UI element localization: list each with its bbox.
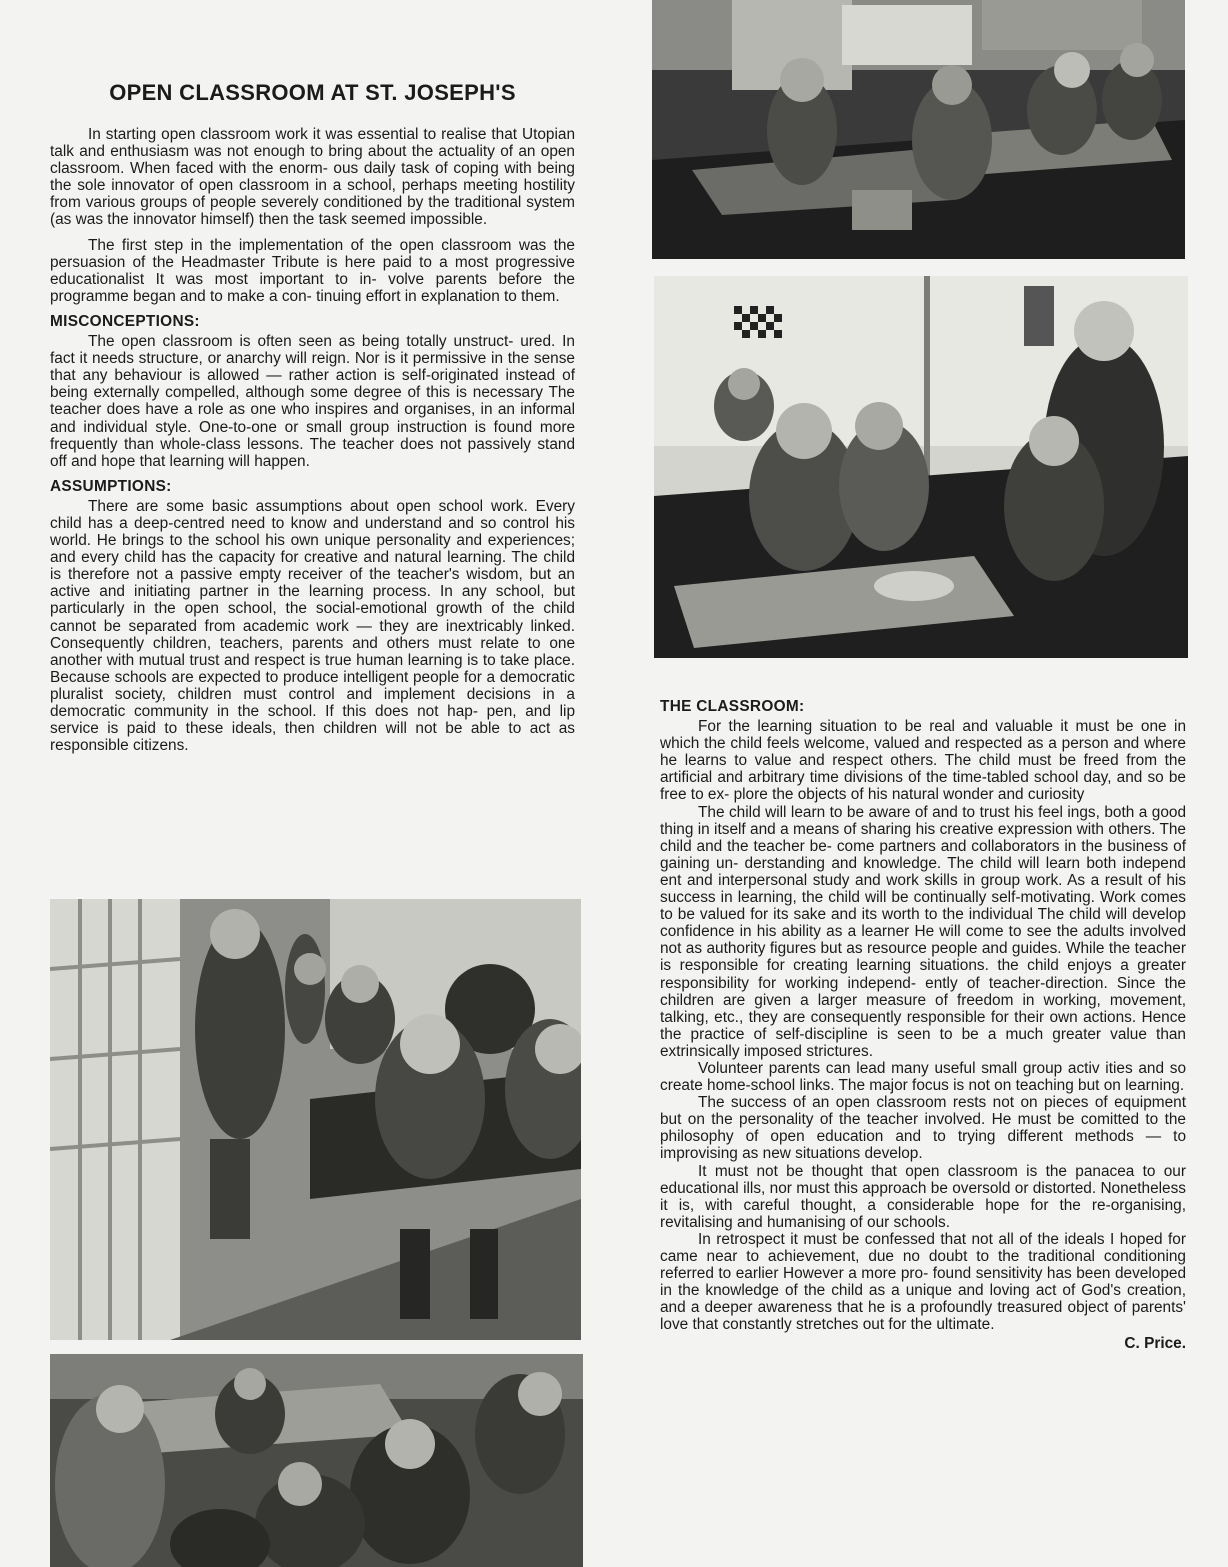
classroom-paragraph-6: In retrospect it must be confessed that not all of the ideals I hoped for came near to achievement, due no doubt to the traditional conditioning referred to earlier However a more pro- found sensitivity has been developed in the knowledge of the child as a unique and loving act of God's creation, and a deeper awareness that he is a profoundly treasured object of parents' love that constantly stretches out for the ultimate. (660, 1230, 1186, 1334)
page-title: OPEN CLASSROOM AT ST. JOSEPH'S (109, 80, 516, 105)
group-floor-photo (50, 1354, 583, 1567)
classroom-paragraph-5: It must not be thought that open classroom is the panacea to our educational ills, nor must this approach be oversold or distorted. Nonetheless it is, with careful thought, a considerable hope for the re-organising, revitalising and humanising of our schools. (660, 1162, 1186, 1231)
left-column (50, 126, 575, 754)
classroom-heading: THE CLASSROOM: (660, 698, 805, 715)
classroom-paragraph-3: Volunteer parents can lead many useful small group activ ities and so create home-school links. The major focus is not on teaching but on learning. (660, 1059, 1186, 1095)
boys-writing-photo (50, 899, 581, 1340)
intro-paragraph-2: The first step in the implementation of the open classroom was the persuasion of the Headmaster Tribute is here paid to a most progressive educationalist It was most important to in- volve parents before the programme began and to make a con- tinuing effort in explanation to them. (50, 236, 575, 305)
right-column (660, 690, 1186, 1353)
classroom-paragraph-1: For the learning situation to be real and valuable it must be one in which the child feels welcome, valued and respected as a person and where he learns to value and respect others. The child must be freed from the artificial and arbitrary time divisions of the time-tabled school day, and so be free to ex- plore the objects of his natural wonder and curiosity (660, 718, 1186, 804)
teacher-with-boys-photo (654, 276, 1188, 658)
misconceptions-heading: MISCONCEPTIONS: (50, 312, 200, 330)
classroom-desks-photo (652, 0, 1185, 259)
intro-paragraph-1: In starting open classroom work it was essential to realise that Utopian talk and enthusiasm was not enough to bring about the actuality of an open classroom. When faced with the enorm- ous daily task of coping with being the sole innovator of open classroom in a school, perhaps meeting hostility from various groups of people severely conditioned by the traditional system (as was the innovator himself) then the task seemed impossible. (50, 126, 575, 229)
classroom-paragraph-4: The success of an open classroom rests not on pieces of equipment but on the personality of the teacher involved. He must be comitted to the philosophy of open education and to trying different methods — to improvising as new situations develop. (660, 1094, 1186, 1163)
author-signature: C. Price. (1124, 1335, 1186, 1353)
assumptions-heading: ASSUMPTIONS: (50, 477, 172, 495)
classroom-paragraph-2: The child will learn to be aware of and to trust his feel ings, both a good thing in itself and a means of sharing his creative expression with others. The child and the teacher be- come partners and collaborators in the business of gaining un- derstanding and knowledge. The child will learn both independ ent and interpersonal study and work skills in group work. As a result of his success in learning, the child will be continually self-motivating. Work comes to be valued for its sake and its worth to the individual The child will develop confidence in his ability as a learner He will come to see the adults involved not as authority figures but as resource people and guides. While the teacher is responsible for creating learning situations. the child enjoys a greater responsibility for working independ- ently of teacher-direction. Since the children are given a larger measure of freedom in working, movement, talking, etc., they are consequently responsible for their own actions. Hence the practice of self-discipline is seen to be a much greater value than extrinsically imposed strictures. (660, 803, 1186, 1060)
assumptions-paragraph: There are some basic assumptions about open school work. Every child has a deep-centred need to know and understand and so control his world. He brings to the school his own unique personality and experiences; and every child has the capacity for creative and natural learning. The child is therefore not a passive empty receiver of the teacher's wisdom, but an active and initiating partner in the learning process. In any school, but particularly in the open school, the social-emotional growth of the child cannot be separated from academic work — they are inextricably linked. Consequently children, teachers, parents and others must relate to one another with mutual trust and respect is true human learning is to take place. Because schools are expected to produce intelligent people for a democratic pluralist society, children must control and implement decisions in a democratic community in the school. If this does not hap- pen, and lip service is paid to these ideals, then children will not be able to act as responsible citizens. (50, 497, 575, 755)
misconceptions-paragraph: The open classroom is often seen as being totally unstruct- ured. In fact it needs structure, or anarchy will reign. Nor is it permissive in the sense that any behaviour is allowed — rather action is self-originated instead of being externally compelled, although some degree of this is necessary The teacher does have a role as one who inspires and organises, in an informal and individual style. One-to-one or small group instruction is found more frequently than whole-class lessons. The teacher does not passively stand off and hope that learning will happen. (50, 333, 575, 470)
